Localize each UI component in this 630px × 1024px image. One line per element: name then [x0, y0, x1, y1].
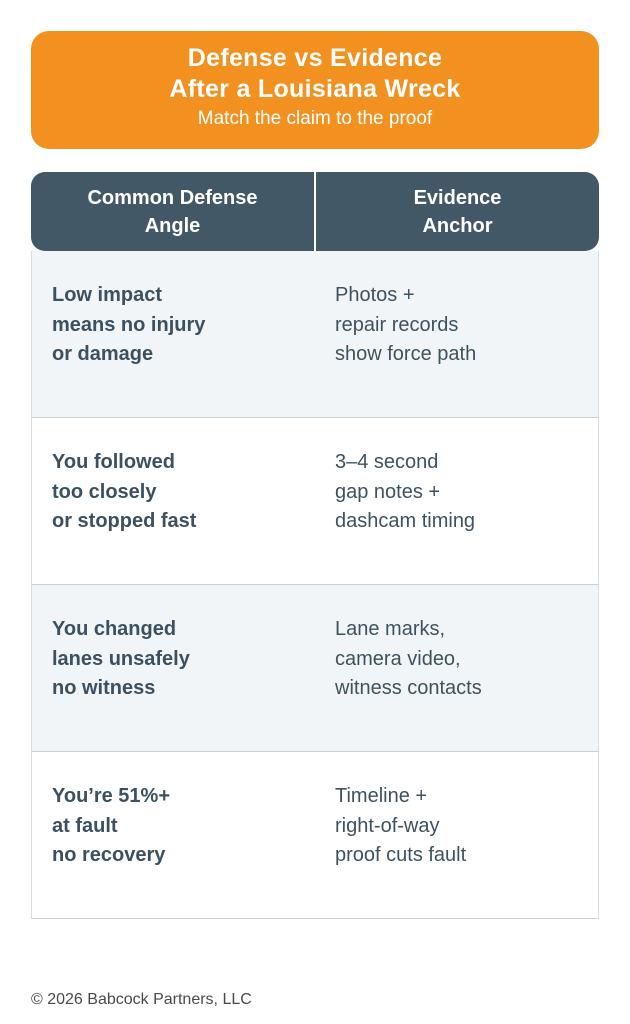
column-header-evidence	[316, 172, 599, 251]
defense-line: no recovery	[52, 844, 166, 866]
defense-line: means no injury	[52, 313, 206, 336]
defense-line: too closely	[52, 480, 157, 503]
evidence-cell	[335, 615, 482, 704]
column-header-line: Angle	[144, 214, 201, 237]
banner-title-line: Defense vs Evidence	[187, 44, 443, 72]
column-header-line: Common Defense	[87, 186, 258, 209]
table-header	[31, 172, 599, 251]
evidence-line: repair records	[335, 313, 459, 336]
evidence-line: Timeline +	[335, 785, 428, 807]
defense-line: You’re 51%+	[52, 785, 171, 807]
defense-cell	[52, 281, 205, 370]
evidence-line: show force path	[335, 343, 477, 365]
column-header-line: Anchor	[422, 214, 493, 237]
defense-line: at fault	[52, 814, 118, 837]
evidence-line: proof cuts fault	[335, 844, 467, 866]
title-banner	[31, 31, 599, 149]
defense-cell	[52, 615, 190, 704]
evidence-line: right-of-way	[335, 814, 440, 837]
evidence-cell	[335, 448, 475, 537]
evidence-line: camera video,	[335, 647, 461, 670]
table-row	[31, 752, 599, 919]
column-header-defense	[31, 172, 314, 251]
evidence-line: 3–4 second	[335, 451, 439, 473]
evidence-line: witness contacts	[335, 677, 482, 699]
banner-title	[31, 43, 599, 105]
defense-line: no witness	[52, 677, 156, 699]
defense-line: Low impact	[52, 284, 163, 306]
defense-cell	[52, 782, 170, 871]
defense-line: lanes unsafely	[52, 647, 190, 670]
banner-title-line: After a Louisiana Wreck	[169, 75, 461, 103]
column-header-line: Evidence	[413, 186, 502, 209]
defense-line: You changed	[52, 618, 177, 640]
defense-line: or damage	[52, 343, 154, 365]
evidence-cell	[335, 782, 466, 871]
evidence-line: gap notes +	[335, 480, 441, 503]
evidence-line: dashcam timing	[335, 510, 476, 532]
banner-subtitle: Match the claim to the proof	[197, 108, 433, 129]
table-row	[31, 251, 599, 418]
defense-line: You followed	[52, 451, 175, 473]
table-row	[31, 585, 599, 752]
evidence-line: Photos +	[335, 284, 415, 306]
defense-line: or stopped fast	[52, 510, 197, 532]
table-row	[31, 418, 599, 585]
copyright-footer: © 2026 Babcock Partners, LLC	[31, 991, 252, 1008]
comparison-table	[31, 172, 599, 919]
evidence-cell	[335, 281, 476, 370]
evidence-line: Lane marks,	[335, 618, 446, 640]
defense-cell	[52, 448, 196, 537]
